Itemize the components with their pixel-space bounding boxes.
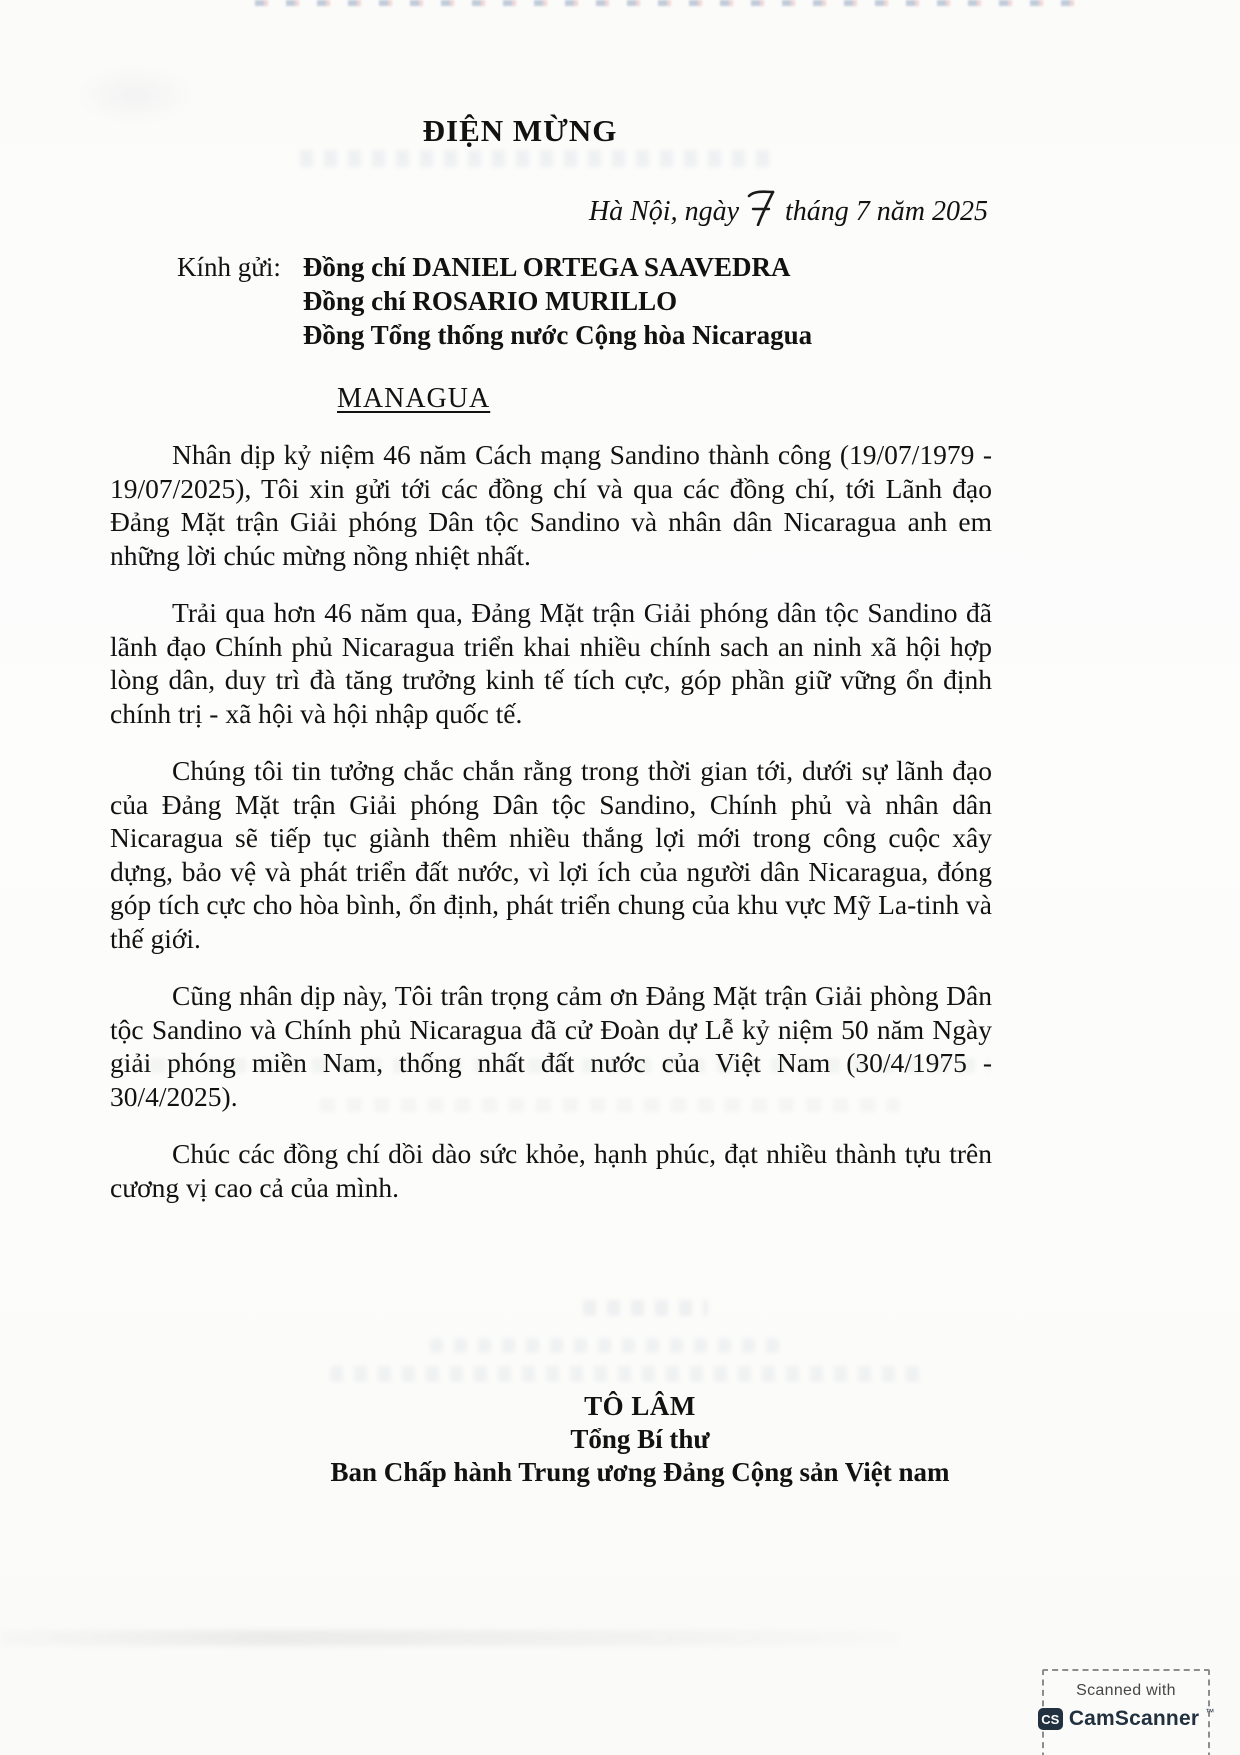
dateline (108, 188, 988, 234)
paragraph: Nhân dịp kỷ niệm 46 năm Cách mạng Sandino thành công (19/07/1979 - 19/07/2025), Tôi xin gửi tới các đồng chí và qua các đồng chí, tới Lãnh đạo Đảng Mặt trận Giải phóng Dân tộc Sandino và nhân dân Nicaragua anh em những lời chúc mừng nồng nhiệt nhất. (110, 439, 992, 571)
bleedthrough-signature-line (330, 1366, 930, 1382)
salutation-label: Kính gửi: (177, 252, 281, 282)
signature-block (240, 1390, 1040, 1489)
signer-name: TÔ LÂM (584, 1391, 696, 1421)
camscanner-watermark (1041, 1669, 1215, 1755)
paragraph: Cũng nhân dịp này, Tôi trân trọng cảm ơn Đảng Mặt trận Giải phòng Dân tộc Sandino và Chính phủ Nicaragua đã cử Đoàn dự Lễ kỷ niệm 50 năm Ngày giải phóng miền Nam, thống nhất đất nước của Việt Nam (30/4/1975 - 30/4/2025). (110, 980, 992, 1112)
bleedthrough-signature-line (430, 1338, 790, 1353)
recipient-line: Đồng Tổng thống nước Cộng hòa Nicaragua (302, 320, 813, 350)
salutation-block (177, 250, 812, 352)
handwritten-day-7 (747, 188, 775, 234)
camscanner-logo-icon: CS (1038, 1708, 1063, 1730)
scan-edge-bleedthrough (255, 0, 1085, 6)
paragraph: Chúng tôi tin tưởng chắc chắn rằng trong thời gian tới, dưới sự lãnh đạo của Đảng Mặt trận Giải phóng Dân tộc Sandino, Chính phủ và nhân dân Nicaragua sẽ tiếp tục giành thêm nhiều thắng lợi mới trong công cuộc xây dựng, bảo vệ và phát triển đất nước, vì lợi ích của người dân Nicaragua, đóng góp tích cực cho hòa bình, ổn định, phát triển chung của khu vực Mỹ La-tinh và thế giới. (110, 755, 992, 954)
scanned-with-label: Scanned with (1076, 1682, 1176, 1699)
document-title: ĐIỆN MỪNG (422, 113, 618, 148)
destination-city: MANAGUA (337, 383, 491, 414)
scan-smudge-band (0, 1630, 900, 1646)
camscanner-name: CamScanner (1068, 1707, 1200, 1730)
paragraph: Trải qua hơn 46 năm qua, Đảng Mặt trận Giải phóng dân tộc Sandino đã lãnh đạo Chính phủ Nicaragua triển khai nhiều chính sach an ninh xã hội hợp lòng dân, duy trì đà tăng trưởng kinh tế tích cực, góp phần giữ vững ổn định chính trị - xã hội và hội nhập quốc tế. (110, 597, 992, 729)
paragraph: Chúc các đồng chí dồi dào sức khỏe, hạnh phúc, đạt nhiều thành tựu trên cương vị cao cả của mình. (110, 1138, 992, 1203)
recipient-list (303, 250, 812, 352)
bleedthrough-signature-line (583, 1300, 708, 1316)
letter-body (110, 438, 992, 1228)
recipient-line: Đồng chí ROSARIO MURILLO (302, 286, 678, 316)
bleedthrough-line (300, 150, 770, 167)
dateline-prefix: Hà Nội, ngày (588, 196, 739, 227)
trademark-symbol: ™ (1205, 1707, 1215, 1717)
camscanner-brand-row (1038, 1707, 1214, 1731)
dateline-suffix: tháng 7 năm 2025 (785, 196, 988, 227)
recipient-line: Đồng chí DANIEL ORTEGA SAAVEDRA (302, 252, 791, 282)
signer-organization: Ban Chấp hành Trung ương Đảng Cộng sản Việt nam (330, 1457, 950, 1487)
signer-title: Tổng Bí thư (570, 1424, 710, 1454)
